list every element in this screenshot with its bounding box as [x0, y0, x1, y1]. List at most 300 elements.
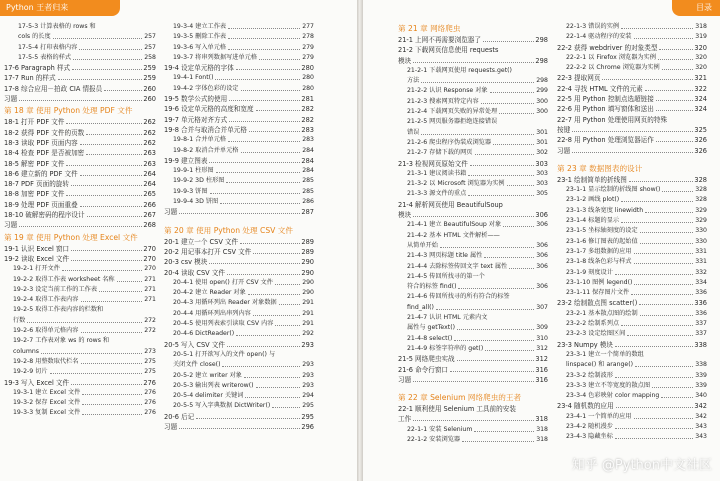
toc-entry-title: 23-3-1 建立一个简单的数组 [566, 350, 644, 358]
toc-entry-title: 18-9 处理 PDF 页面重叠 [4, 200, 78, 209]
leader-dots [73, 59, 142, 60]
toc-entry [4, 275, 156, 285]
toc-entry-title: 20-5 写入 CSV 文件 [164, 340, 225, 349]
page-number: 306 [535, 282, 548, 292]
toc-entry [164, 73, 314, 83]
leader-dots [215, 79, 300, 80]
page-number: 262 [143, 138, 156, 147]
toc-entry [164, 371, 314, 381]
page-number: 271 [143, 285, 156, 295]
toc-entry [4, 148, 156, 158]
toc-entry [4, 84, 156, 94]
page-number: 263 [143, 159, 156, 168]
page-number: 291 [301, 298, 314, 308]
toc-entry-title: 19-3 写入 Excel 文件 [4, 378, 70, 387]
leader-dots [249, 131, 300, 132]
toc-entry-title: 20-2 用记事本打开 CSV 文件 [164, 247, 252, 256]
toc-entry [4, 220, 156, 230]
page-number: 283 [301, 135, 314, 145]
page-number: 316 [535, 375, 548, 384]
toc-entry [557, 237, 707, 247]
page-number: 289 [301, 237, 314, 246]
leader-dots [490, 92, 534, 93]
toc-entry [4, 63, 156, 73]
page-number: 276 [143, 408, 156, 418]
page-number: 293 [301, 360, 314, 370]
toc-entry [164, 94, 314, 104]
page-number: 326 [694, 146, 707, 155]
toc-entry-title: 19-2-3 设定当前工作的工作表 [13, 285, 98, 293]
leader-dots [66, 195, 142, 196]
page-number: 306 [535, 220, 548, 230]
toc-entry [398, 313, 548, 323]
leader-dots [652, 387, 693, 388]
toc-entry-title: 21-1 上网不再需要浏览器了 [398, 36, 481, 44]
toc-entry-title: 20-4-6 DictReader() [173, 330, 235, 338]
toc-entry-title: 22-5 用 Python 控制点选超链接 [557, 95, 654, 104]
page-number: 324 [694, 105, 707, 114]
toc-entry-title: 21-4-2 基本 HTML 文件解析—— [407, 231, 500, 239]
page-number: 293 [301, 371, 314, 381]
page-number: 328 [694, 185, 707, 195]
leader-dots [413, 420, 534, 421]
leader-dots [616, 407, 693, 408]
page-number: 306 [535, 251, 548, 261]
toc-entry-title: 错误 [407, 128, 420, 136]
page-number: 267 [143, 211, 156, 220]
toc-entry-title: 22-8 用 Python 处理浏览器运作 [557, 136, 654, 145]
toc-entry-title: find_all() [407, 303, 434, 311]
toc-entry [164, 22, 314, 32]
toc-entry-title: 19-3-1 建立 Excel 文件 [13, 388, 81, 396]
leader-dots [71, 250, 142, 251]
leader-dots [621, 201, 693, 202]
toc-entry-title: 习题 [164, 422, 178, 431]
leader-dots [474, 431, 534, 432]
leader-dots [458, 288, 534, 289]
toc-entry-title: 23-1-3 线条宽度 linewidth [566, 206, 644, 214]
page-number: 281 [301, 95, 314, 104]
page-number: 295 [301, 401, 314, 411]
leader-dots [81, 363, 142, 364]
toc-entry [164, 146, 314, 156]
watermark: 知乎 @Python中文社区 [571, 458, 712, 473]
leader-dots [634, 263, 693, 264]
leader-dots [621, 222, 693, 223]
page-number: 343 [694, 432, 707, 442]
page-number: 301 [535, 138, 548, 148]
chapter-heading [164, 224, 314, 237]
toc-entry [557, 84, 707, 94]
page-number: 260 [143, 84, 156, 93]
leader-dots [82, 414, 142, 415]
toc-entry [398, 404, 548, 414]
page-number: 303 [535, 179, 548, 189]
leader-dots [72, 69, 142, 70]
toc-entry-title: 23-2-1 基本散点图的绘制 [566, 309, 638, 317]
page-number: 300 [535, 97, 548, 107]
toc-entry-title: 习题 [557, 146, 571, 155]
page-number: 275 [143, 357, 156, 367]
toc-entry [557, 22, 707, 32]
toc-entry [4, 254, 156, 264]
page-number: 318 [535, 425, 548, 435]
page-number: 302 [535, 148, 548, 158]
leader-dots [227, 346, 300, 347]
toc-entry [164, 329, 314, 339]
toc-entry [164, 43, 314, 53]
toc-entry [398, 189, 548, 199]
leader-dots [634, 38, 693, 39]
toc-entry [557, 175, 707, 185]
toc-entry [557, 115, 707, 125]
toc-entry-title: 20-4-4 用循环列出串列内容 [173, 309, 251, 317]
leader-dots [440, 247, 534, 248]
page-number: 278 [301, 32, 314, 42]
toc-entry-title: 19-4-2 字体色彩的设定 [173, 84, 239, 92]
toc-entry-title: 19-4-1 Font() [173, 74, 214, 82]
left-page [0, 0, 357, 481]
toc-entry [164, 381, 314, 391]
page-number: 290 [301, 288, 314, 298]
toc-entry-title: 22-2-2 以 Chrome 浏览器为实例 [566, 64, 660, 72]
toc-entry-title: 23-1-2 画线 plot() [566, 196, 620, 204]
toc-entry [164, 298, 314, 308]
page-number: 284 [301, 156, 314, 165]
toc-entry [4, 117, 156, 127]
leader-dots [457, 329, 534, 330]
page-number: 285 [301, 187, 314, 197]
page-number: 332 [694, 268, 707, 278]
toc-entry [557, 412, 707, 422]
toc-entry-title: 21-3-1 建议阅读书籍 [407, 169, 467, 177]
page-number: 290 [301, 278, 314, 288]
toc-entry [164, 32, 314, 42]
toc-entry [4, 326, 156, 336]
toc-entry [398, 241, 548, 251]
leader-dots [572, 152, 693, 153]
toc-entry [4, 367, 156, 377]
page-number: 337 [694, 319, 707, 329]
leader-dots [216, 172, 300, 173]
toc-entry [557, 94, 707, 104]
toc-entry-title: 18-5 解密 PDF 文件 [4, 159, 65, 168]
page-number: 260 [143, 95, 156, 104]
toc-entry-title: 18-10 破解密码的程序设计 [4, 211, 85, 220]
leader-dots [627, 335, 693, 336]
chapter-heading [398, 22, 548, 35]
page-number: 342 [694, 412, 707, 422]
toc-entry [557, 135, 707, 145]
toc-entry [398, 354, 548, 364]
toc-entry-title: 18-4 检查 PDF 是否被加密 [4, 149, 85, 158]
toc-entry-title: 23-2-2 绘制系列点 [566, 320, 620, 328]
toc-entry-title: 17-5-3 计算表格的 rows 和 [18, 23, 96, 30]
page-number: 296 [301, 422, 314, 431]
toc-entry-title: 21-3-2 以 Microsoft 浏览器为实例 [407, 180, 505, 188]
toc-entry-title: 习题 [4, 95, 18, 104]
toc-entry-title: 23-3-4 色彩映射 color mapping [566, 392, 660, 400]
toc-entry-title: 19-9-3 饼图 [173, 187, 208, 195]
toc-entry-title: 23-4-2 随机漫步 [566, 422, 613, 430]
leader-dots [658, 59, 693, 60]
toc-entry-title: 20-1 建立一个 CSV 文件 [164, 237, 239, 246]
leader-dots [253, 315, 300, 316]
leader-dots [462, 441, 534, 442]
page-number: 303 [535, 169, 548, 179]
toc-entry [557, 146, 707, 156]
page-number: 293 [301, 340, 314, 349]
toc-entry-title: 20-6 后记 [164, 412, 195, 421]
toc-entry [557, 298, 707, 308]
toc-entry [398, 107, 548, 117]
leader-dots [220, 203, 300, 204]
leader-dots [659, 49, 693, 50]
leader-dots [71, 185, 142, 186]
toc-entry [4, 347, 156, 357]
leader-dots [621, 28, 693, 29]
toc-column [398, 22, 548, 445]
toc-entry-title: 模块 [398, 56, 412, 65]
leader-dots [615, 377, 693, 378]
toc-entry-title: 18-1 打开 PDF 文件 [4, 118, 65, 127]
toc-entry-title: 23-2-3 设定绘图区间 [566, 330, 626, 338]
toc-entry-title: 20-5-5 写入字典数据 DictWriter() [173, 402, 271, 410]
leader-dots [436, 309, 534, 310]
toc-entry [398, 272, 548, 282]
toc-entry [398, 179, 548, 189]
leader-dots [196, 418, 300, 419]
toc-entry-title: 19-3-5 删除工作表 [173, 33, 227, 41]
page-number: 337 [694, 329, 707, 339]
leader-dots [41, 353, 142, 354]
toc-entry-title: 21-4-1 建立 BeautifulSoup 对象 [407, 221, 502, 229]
toc-entry [398, 86, 548, 96]
leader-dots [413, 62, 534, 63]
toc-entry-title: 19-8-1 合并单元格 [173, 136, 227, 144]
toc-entry [4, 210, 156, 220]
leader-dots [509, 268, 534, 269]
chapter-heading [4, 231, 156, 244]
page-number: 257 [143, 32, 156, 42]
toc-entry [557, 391, 707, 401]
page-number: 305 [535, 189, 548, 199]
page-number: 293 [301, 381, 314, 391]
page-number: 264 [143, 180, 156, 189]
toc-entry-title: 23-1-7 多组数据的应用 [566, 247, 632, 255]
toc-entry [4, 159, 156, 169]
leader-dots [493, 144, 534, 145]
toc-entry-title: 19-3-6 写入单元格 [173, 43, 227, 51]
toc-entry [557, 195, 707, 205]
toc-entry [557, 104, 707, 114]
toc-entry-title: 行数 [13, 316, 26, 324]
toc-entry-title: 工作 [398, 415, 412, 424]
toc-entry [164, 176, 314, 186]
page-number: 270 [143, 244, 156, 253]
page-number: 290 [301, 258, 314, 267]
leader-dots [81, 301, 142, 302]
leader-dots [275, 284, 300, 285]
leader-dots [71, 384, 142, 385]
toc-entry [557, 73, 707, 83]
page-number: 340 [694, 391, 707, 401]
leader-dots [99, 291, 142, 292]
page-number: 287 [301, 208, 314, 217]
leader-dots [661, 397, 693, 398]
toc-entry [398, 220, 548, 230]
toc-entry [4, 138, 156, 148]
toc-entry [4, 378, 156, 388]
page-number: 322 [694, 84, 707, 93]
header-band [672, 0, 720, 16]
page-number: 280 [301, 64, 314, 73]
toc-entry [557, 432, 707, 442]
toc-entry-title: 22-1-2 安装浏览器 [407, 435, 461, 443]
toc-entry [398, 292, 548, 302]
toc-entry-title: 20-4-1 使用 open() 打开 CSV 文件 [173, 278, 273, 286]
leader-dots [468, 195, 534, 196]
toc-entry-title: 19-4 设定单元格的字体 [164, 64, 234, 73]
toc-entry-title: 22-4 寻找 HTML 文件的元素 [557, 84, 643, 93]
page-number: 282 [301, 115, 314, 124]
toc-entry [557, 381, 707, 391]
toc-entry [4, 128, 156, 138]
leader-dots [634, 418, 693, 419]
leader-dots [229, 121, 300, 122]
toc-entry [398, 169, 548, 179]
toc-entry [557, 319, 707, 329]
toc-entry-title: 模块 [398, 211, 412, 220]
toc-entry [4, 336, 156, 346]
toc-entry-title: 19-1 认识 Excel 窗口 [4, 244, 70, 253]
page-number: 329 [694, 206, 707, 216]
toc-entry [164, 237, 314, 247]
toc-entry-title: 22-2 获得 webdriver 的对象类型 [557, 43, 658, 52]
leader-dots [241, 90, 300, 91]
leader-dots [656, 100, 693, 101]
toc-entry-title: 23-3-3 建立不等宽度的散点图 [566, 381, 651, 389]
toc-entry [398, 76, 548, 86]
leader-dots [228, 141, 300, 142]
toc-entry-title: 21-2-5 网页服务器拒绝连接错误 [407, 118, 498, 126]
toc-entry [4, 388, 156, 398]
toc-entry [398, 231, 548, 241]
page-number: 271 [143, 275, 156, 285]
leader-dots [656, 110, 693, 111]
toc-entry [557, 422, 707, 432]
toc-entry-title: 21-4-4 去除标签传回文字 text 属性 [407, 262, 508, 270]
page-number: 286 [301, 197, 314, 207]
page-number: 321 [694, 74, 707, 83]
page-number: 338 [694, 360, 707, 370]
leader-dots [227, 274, 300, 275]
leader-dots [572, 131, 693, 132]
toc-entry [164, 288, 314, 298]
page-number: 336 [694, 309, 707, 319]
toc-entry [164, 63, 314, 73]
leader-dots [470, 165, 534, 166]
toc-entry-title: 20-4-5 使用列表索引读取 CSV 内容 [173, 320, 274, 328]
toc-entry-title: 22-1 顺利使用 Selenium 工具前的安装 [398, 405, 516, 414]
page-number: 257 [143, 43, 156, 53]
toc-entry-title: 18-8 加密 PDF 文件 [4, 190, 65, 199]
toc-entry-title: 17-8 综合应用－拍政 CIA 情报员 [4, 84, 103, 93]
toc-entry [4, 285, 156, 295]
leader-dots [248, 294, 300, 295]
toc-entry [164, 340, 314, 350]
toc-entry-title: 23-1-1 显示绘制的折线图 show() [566, 186, 661, 194]
toc-entry-title: 21-2 下载网页信息使用 requests [398, 46, 499, 55]
leader-dots [210, 193, 300, 194]
toc-entry-title: 20-5-2 建立 writer 对象 [173, 371, 242, 379]
page-number: 300 [535, 107, 548, 117]
toc-entry [4, 22, 156, 32]
toc-entry-title: 21-4-9 标签字符串的 get() [407, 344, 484, 352]
toc-entry-title: 19-8 合并与取消合并单元格 [164, 125, 247, 134]
leader-dots [634, 253, 693, 254]
leader-dots [413, 216, 534, 217]
page-number: 338 [694, 340, 707, 349]
toc-entry-title: 22-1-3 错误的实例 [566, 23, 620, 30]
page-number: 268 [143, 221, 156, 230]
page-number: 295 [301, 412, 314, 421]
chapter-heading [557, 162, 707, 175]
leader-dots [104, 90, 142, 91]
toc-entry-title: 23-1-9 刻度设计 [566, 268, 613, 276]
toc-entry [164, 422, 314, 432]
toc-entry [557, 247, 707, 257]
leader-dots [179, 428, 300, 429]
toc-entry-title: 23-1-10 图例 legend() [566, 278, 633, 286]
leader-dots [226, 182, 300, 183]
leader-dots [640, 232, 693, 233]
page-number: 330 [694, 237, 707, 247]
toc-entry-title: 23-1-5 坐标轴刻度的设定 [566, 227, 638, 235]
leader-dots [236, 69, 300, 70]
page-number: 275 [143, 367, 156, 377]
toc-entry-title: 19-2-1 打开文件 [13, 265, 60, 273]
page-number: 279 [301, 43, 314, 53]
leader-dots [27, 322, 142, 323]
page-number: 298 [535, 36, 548, 44]
leader-dots [272, 407, 300, 408]
page-number: 312 [535, 355, 548, 364]
toc-entry-title: 18-6 建立新的 PDF 文件 [4, 169, 78, 178]
leader-dots [71, 260, 142, 261]
leader-dots [19, 100, 142, 101]
toc-entry [557, 401, 707, 411]
page-number: 318 [535, 435, 548, 445]
toc-entry-title: 23-1 绘制简单的折线图 [557, 175, 627, 184]
toc-entry-title: 按键 [557, 125, 571, 134]
toc-entry-title: 21-5 网络爬虫实战 [398, 355, 455, 364]
page-number: 258 [143, 53, 156, 63]
toc-entry-title: 23-3-2 绘制波形 [566, 371, 613, 379]
toc-entry-title: 19-2-4 取得工作表内容 [13, 296, 79, 304]
toc-entry [164, 309, 314, 319]
toc-entry-title: 21-2-3 搜索网页特定内容 [407, 97, 479, 105]
toc-entry [4, 169, 156, 179]
toc-entry [398, 66, 548, 76]
page-number: 331 [694, 257, 707, 267]
leader-dots [640, 315, 693, 316]
toc-entry-title: 21-4-7 认识 HTML 元素内文 [407, 314, 488, 322]
toc-entry [398, 375, 548, 385]
page-number: 320 [694, 63, 707, 73]
section-label: 目录 [696, 3, 712, 12]
toc-entry [4, 316, 156, 326]
